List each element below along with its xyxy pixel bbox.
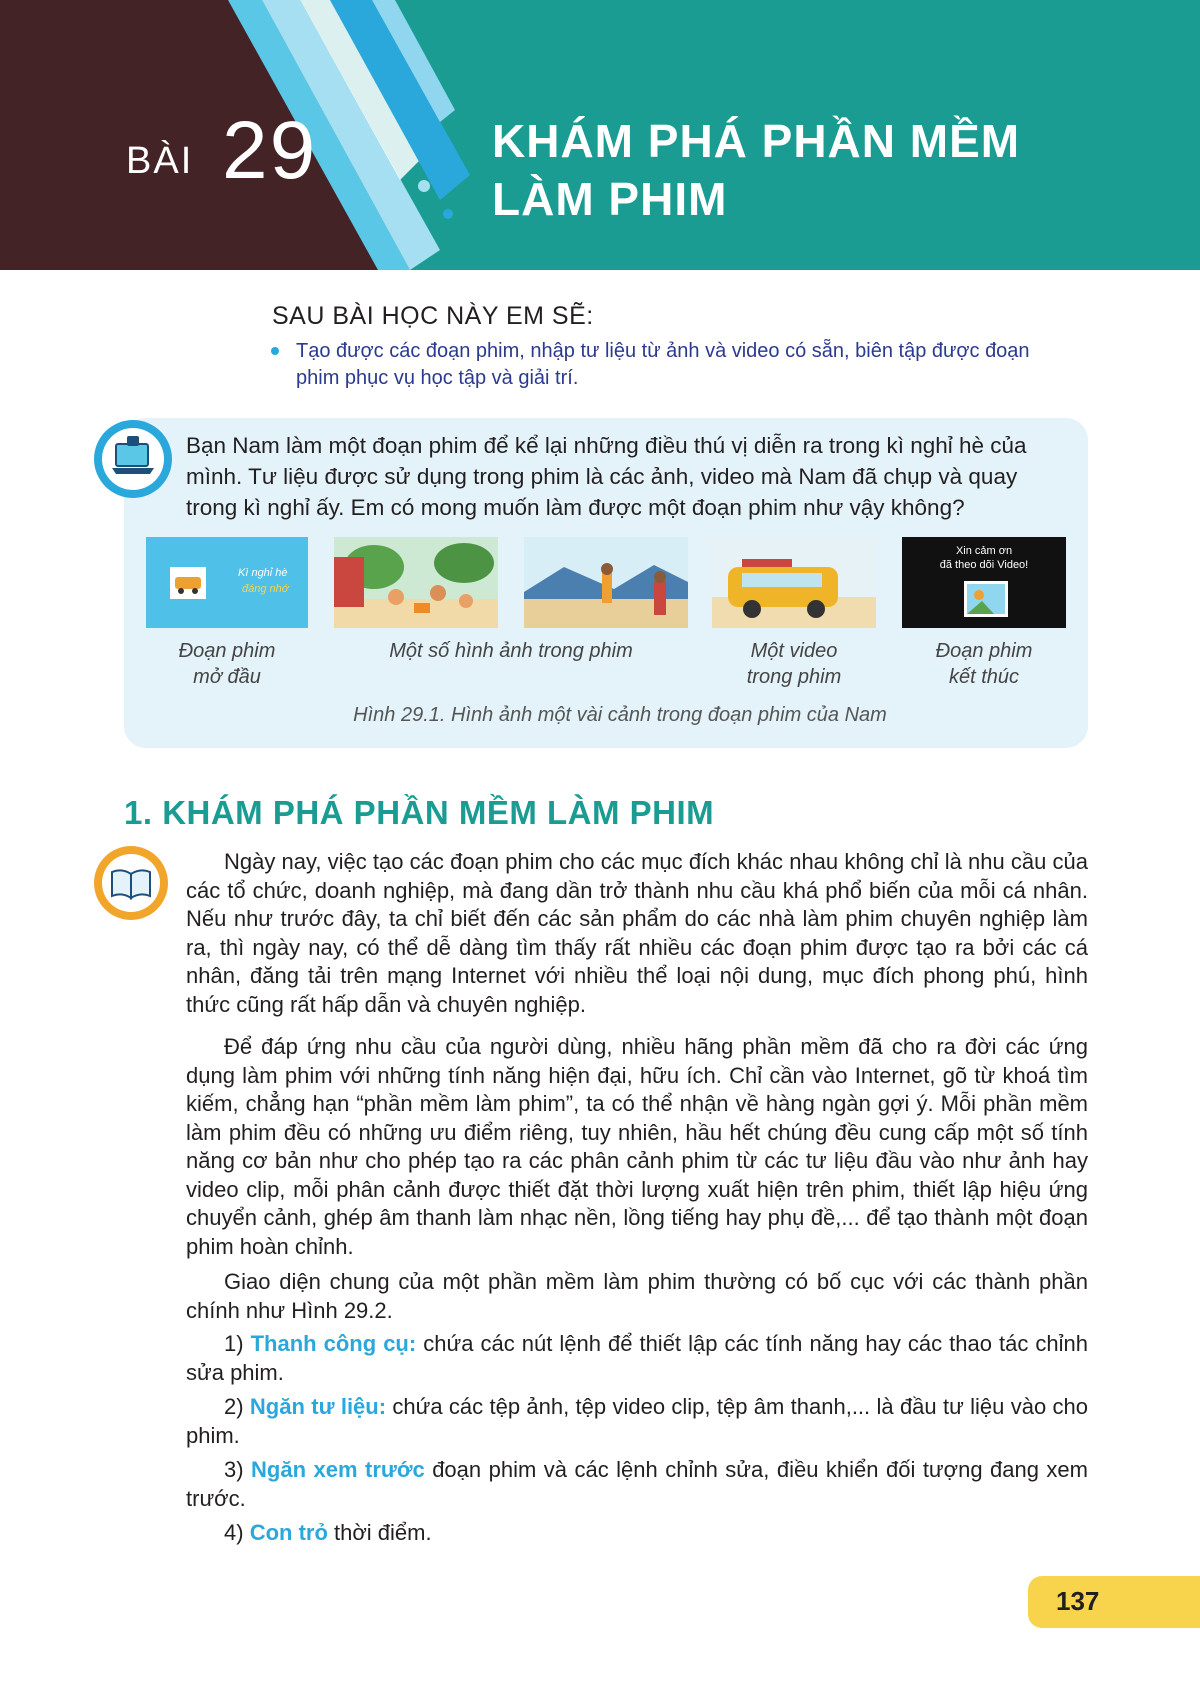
paragraph-3: Giao diện chung của một phần mềm làm phim thường có bố cục với các thành phần chính như Hình 29.2. (186, 1269, 1088, 1323)
section-heading: 1. KHÁM PHÁ PHẦN MỀM LÀM PHIM (124, 794, 715, 831)
objectives-heading: SAU BÀI HỌC NÀY EM SẼ: (272, 302, 594, 330)
list-term: Ngăn xem trước (251, 1457, 425, 1482)
intro-text: Bạn Nam làm một đoạn phim để kể lại những điều thú vị diễn ra trong kì nghỉ hè của mình. Tư liệu được sử dụng trong phim là các ảnh, video mà Nam đã chụp và quay trong kì nghỉ ấy. Em có mong muốn làm được một đoạn phim như vậy không? (186, 433, 1027, 520)
caption-opening-line1: Đoạn phim (178, 640, 276, 662)
list-number: 4) (224, 1520, 244, 1545)
list-term: Thanh công cụ: (250, 1331, 417, 1356)
list-item-cursor (186, 1519, 1088, 1548)
caption-video-line1: Một video (750, 640, 838, 662)
laptop-question-icon (92, 418, 174, 500)
lesson-banner (0, 0, 1200, 270)
list-term: Ngăn tư liệu: (249, 1394, 387, 1419)
paragraph-2: Để đáp ứng nhu cầu của người dùng, nhiều hãng phần mềm đã cho ra đời các ứng dụng làm phim với những tính năng hiện đại, hữu ích. Chỉ cần vào Internet, gõ từ khoá tìm kiếm, chẳng hạn “phần mềm làm phim”, ta có thể nhận về hàng ngàn gợi ý. Mỗi phần mềm làm phim đều có những ưu điểm riêng, tuy nhiên, hầu hết chúng đều cung cấp một số tính năng cơ bản như cho phép tạo ra các phân cảnh phim từ các tư liệu đầu vào như ảnh hay video clip, mỗi phân cảnh được thiết đặt thời lượng xuất hiện trên phim, thiết lập hiệu ứng chuyển cảnh, ghép âm thanh làm nhạc nền, lồng tiếng hay phụ đề,... để tạo thành một đoạn phim hoàn chỉnh. (186, 1034, 1088, 1259)
objective-item: Tạo được các đoạn phim, nhập tư liệu từ ảnh và video có sẵn, biên tập được đoạn phim phục vụ học tập và giải trí. (296, 340, 1030, 389)
list-description: chứa các tệp ảnh, tệp video clip, tệp âm thanh,... là đầu tư liệu vào cho phim. (186, 1394, 1088, 1448)
thumbnail-beach-image (524, 537, 688, 628)
list-number: 3) (224, 1457, 244, 1482)
caption-video-line2: trong phim (746, 666, 842, 688)
photo-icon (964, 581, 1008, 617)
list-description: đoạn phim và các lệnh chỉnh sửa, điều khiển đối tượng đang xem trước. (186, 1457, 1088, 1511)
figure-caption: Hình 29.1. Hình ảnh một vài cảnh trong đoạn phim của Nam (353, 704, 887, 726)
thumb-ending-text2: đã theo dõi Video! (939, 559, 1029, 571)
paragraph-1: Ngày nay, việc tạo các đoạn phim cho các mục đích khác nhau không chỉ là nhu cầu của các tổ chức, doanh nghiệp, mà đang dần trở thành nhu cầu khá phổ biến của mỗi cá nhân. Nếu như trước đây, ta chỉ biết đến các sản phẩm do các nhà làm phim chuyên nghiệp làm ra, thì ngày nay, có thể dễ dàng tìm thấy rất nhiều các đoạn phim được tạo ra bởi các cá nhân, đăng tải trên mạng Internet với nhiều thể loại nội dung, mục đích phong phú, hình thức cũng rất hấp dẫn và chuyên nghiệp. (186, 849, 1088, 1017)
list-item-media-pane (186, 1393, 1088, 1450)
open-book-icon (92, 844, 170, 922)
caption-ending-line2: kết thúc (948, 666, 1020, 688)
list-item-toolbar (186, 1330, 1088, 1387)
lesson-title-line1: KHÁM PHÁ PHẦN MỀM (492, 115, 1021, 167)
thumbnail-opening (146, 537, 308, 628)
caption-opening (146, 638, 308, 690)
caption-ending-line1: Đoạn phim (935, 640, 1033, 662)
lesson-title (492, 112, 1142, 228)
caption-opening-line2: mở đầu (193, 666, 261, 688)
page-number-tab (1028, 1576, 1200, 1628)
list-number: 2) (224, 1394, 244, 1419)
thumb-ending-text1: Xin cảm ơn (955, 545, 1013, 557)
thumbnail-camping-image (334, 537, 498, 628)
caption-ending (902, 638, 1066, 690)
caption-video (712, 638, 876, 690)
lesson-number: 29 (222, 105, 318, 196)
thumbnail-video-van (712, 537, 876, 628)
thumb-opening-text1: Kì nghỉ hè (238, 567, 288, 579)
list-description: chứa các nút lệnh để thiết lập các tính năng hay các thao tác chỉnh sửa phim. (186, 1331, 1088, 1385)
list-number: 1) (224, 1331, 244, 1356)
lesson-word: BÀI (126, 140, 194, 182)
list-term: Con trỏ (249, 1520, 328, 1545)
car-icon (170, 567, 206, 599)
page-number: 137 (1056, 1586, 1100, 1616)
lesson-title-line2: LÀM PHIM (492, 173, 728, 225)
bullet-icon (270, 346, 280, 356)
thumbnail-ending (902, 537, 1066, 628)
thumb-opening-text2: đáng nhớ (242, 583, 289, 595)
list-description: thời điểm. (327, 1520, 432, 1545)
caption-images: Một số hình ảnh trong phim (389, 640, 633, 662)
list-item-preview-pane (186, 1456, 1088, 1513)
